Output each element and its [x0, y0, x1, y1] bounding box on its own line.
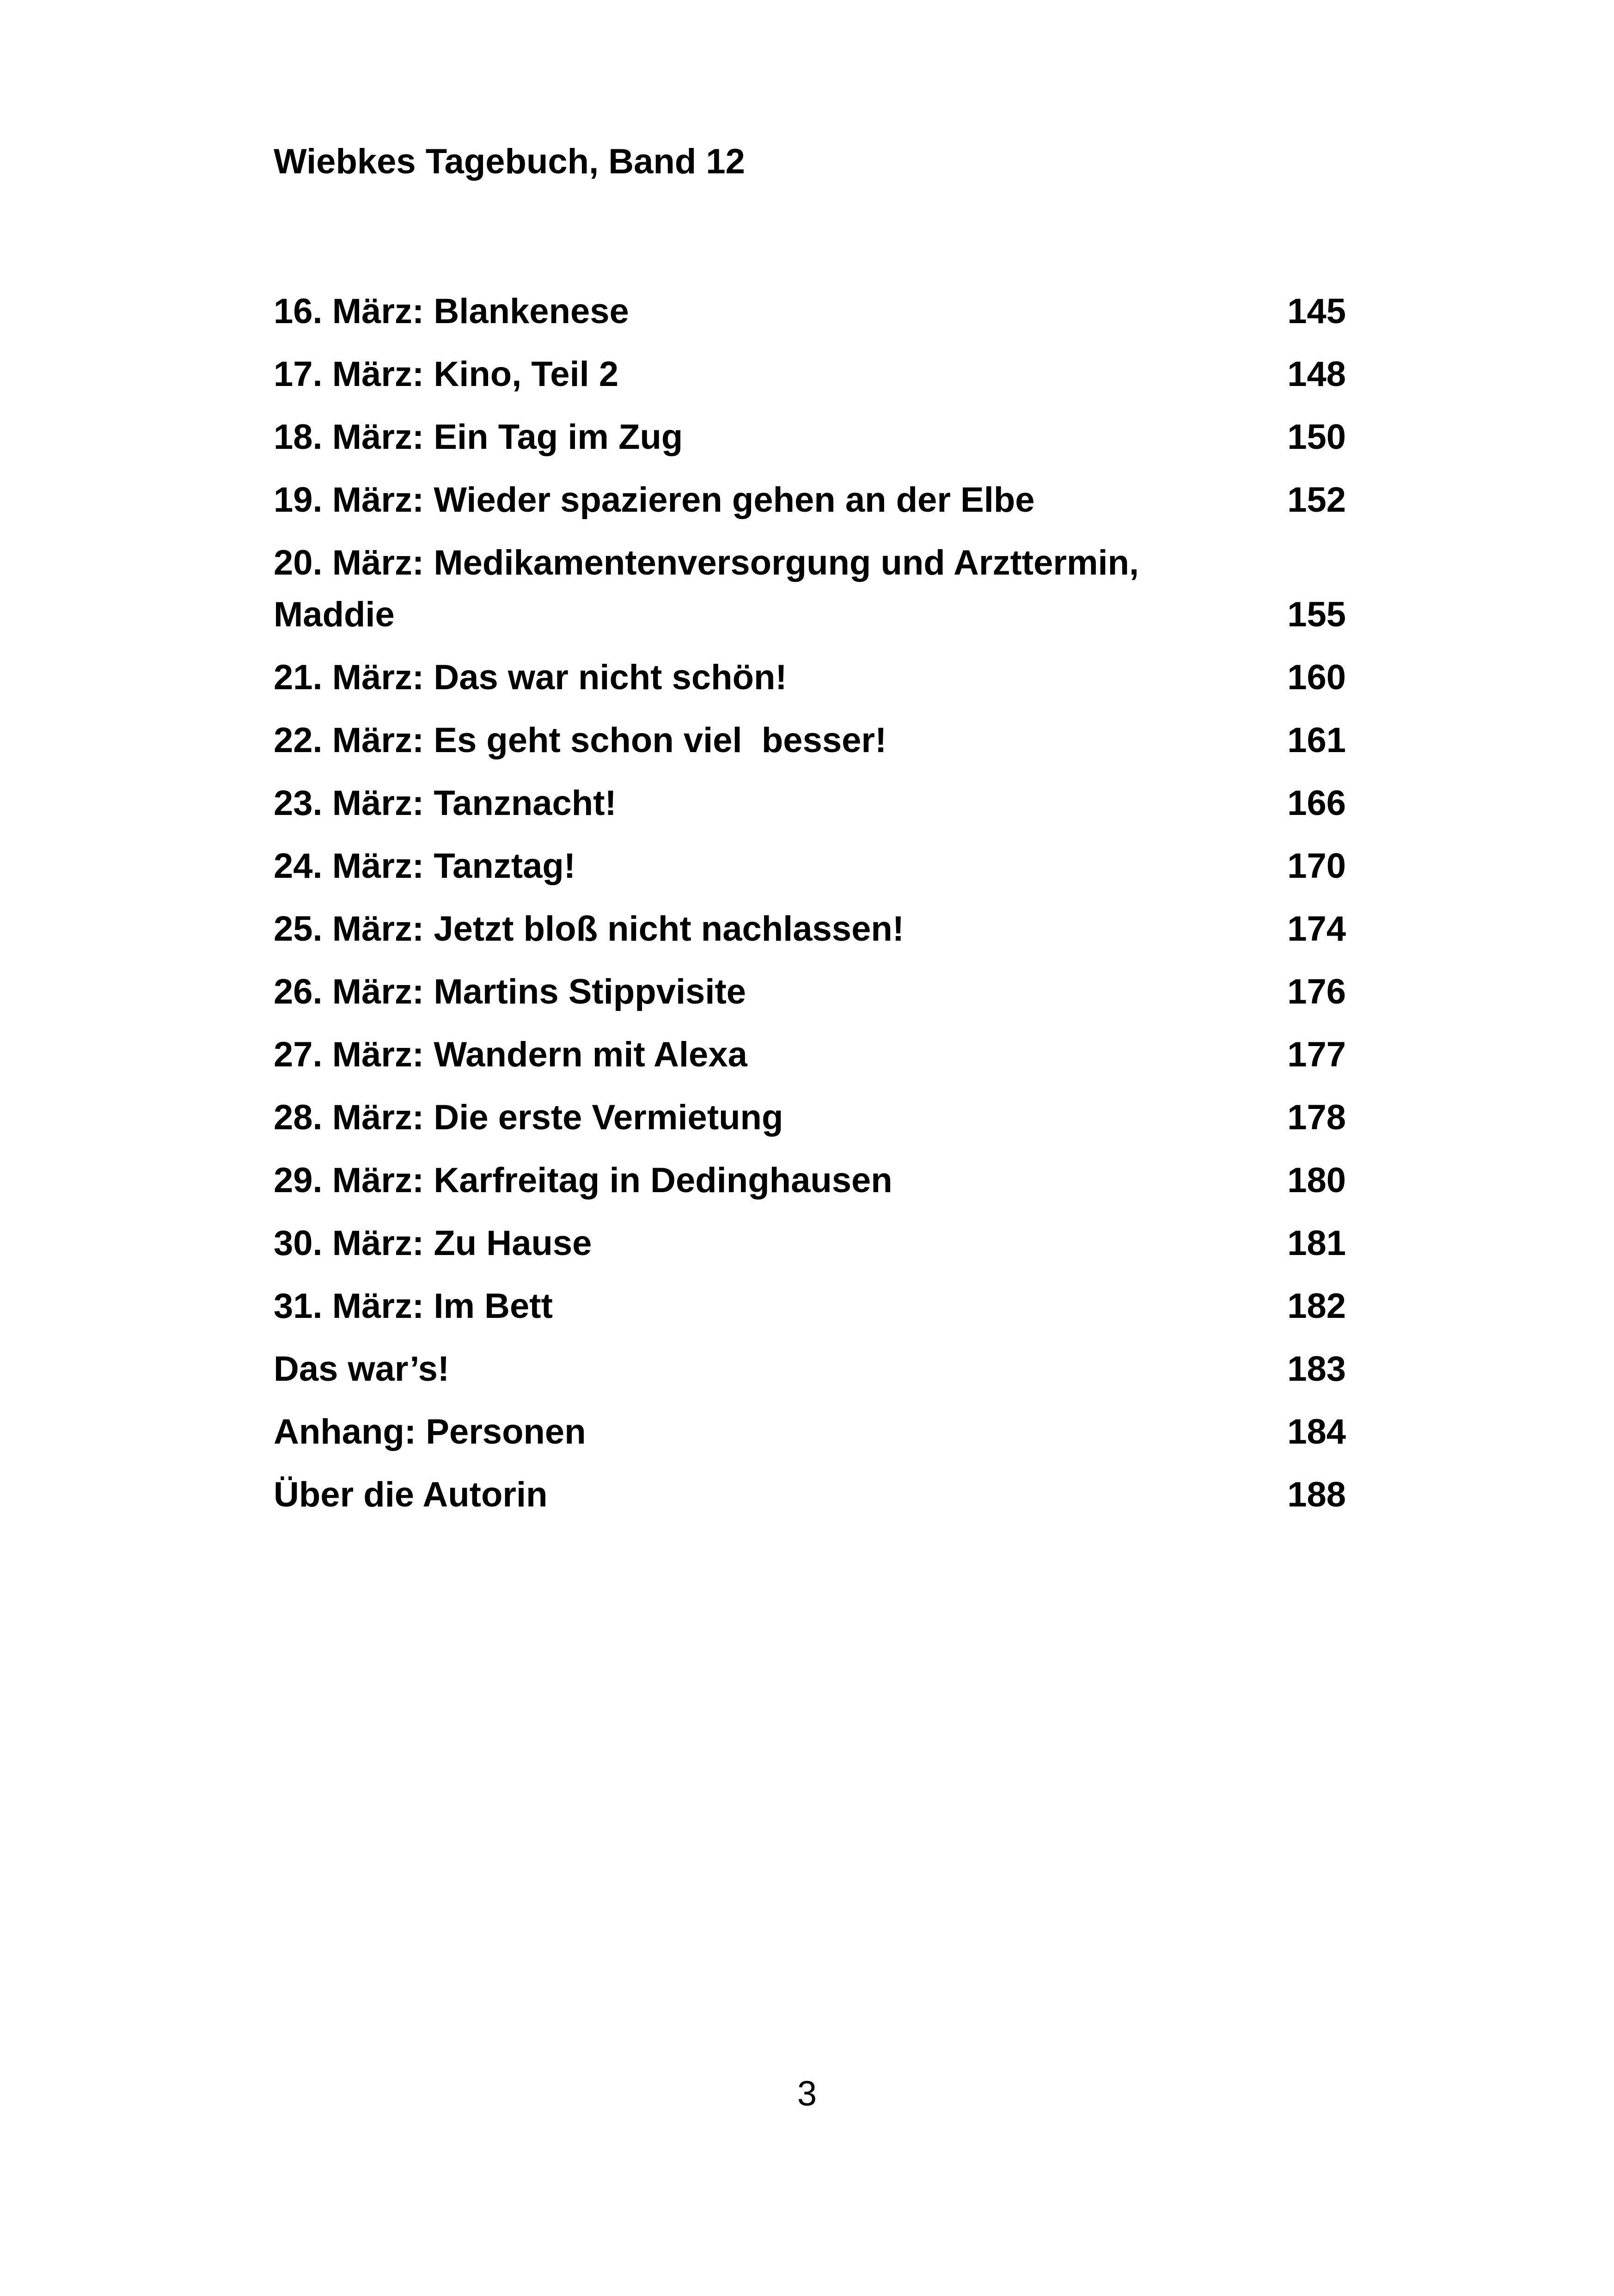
toc-entry-page: 184 — [1287, 1412, 1346, 1451]
toc-entry-page: 150 — [1287, 417, 1346, 457]
toc-entry-page: 148 — [1287, 355, 1346, 394]
toc-entry-title: 26. März: Martins Stippvisite — [274, 972, 746, 1011]
toc-entry-title: Das war’s! — [274, 1349, 450, 1389]
toc-entry-page: 166 — [1287, 784, 1346, 823]
toc-entry — [274, 474, 1346, 526]
toc-entry-title: 17. März: Kino, Teil 2 — [274, 355, 619, 394]
toc-entry-title: 21. März: Das war nicht schön! — [274, 658, 787, 697]
toc-entry — [274, 840, 1346, 892]
toc-entry — [274, 1406, 1346, 1458]
toc-entry — [274, 715, 1346, 766]
toc-entry-page: 177 — [1287, 1035, 1346, 1074]
table-of-contents — [274, 286, 1346, 1532]
toc-entry — [274, 1280, 1346, 1332]
toc-entry — [274, 1029, 1346, 1081]
toc-entry — [274, 1155, 1346, 1206]
toc-entry-page: 188 — [1287, 1475, 1346, 1514]
toc-entry — [274, 778, 1346, 829]
toc-entry-page: 174 — [1287, 909, 1346, 949]
toc-entry — [274, 349, 1346, 400]
toc-entry — [274, 652, 1346, 704]
toc-entry-title: 22. März: Es geht schon viel besser! — [274, 721, 887, 760]
toc-entry-page: 152 — [1287, 480, 1346, 520]
toc-entry — [274, 1343, 1346, 1395]
toc-entry-page: 182 — [1287, 1286, 1346, 1326]
toc-entry-title: 28. März: Die erste Vermietung — [274, 1098, 783, 1137]
toc-entry-title: Anhang: Personen — [274, 1412, 586, 1451]
toc-entry — [274, 537, 1346, 641]
toc-entry-title: 25. März: Jetzt bloß nicht nachlassen! — [274, 909, 905, 949]
toc-entry — [274, 966, 1346, 1018]
toc-entry-title: 27. März: Wandern mit Alexa — [274, 1035, 747, 1074]
toc-entry-title: Über die Autorin — [274, 1475, 548, 1514]
running-header: Wiebkes Tagebuch, Band 12 — [274, 142, 745, 181]
toc-entry — [274, 1469, 1346, 1521]
toc-entry-page: 161 — [1287, 721, 1346, 760]
toc-entry-page: 181 — [1287, 1224, 1346, 1263]
toc-entry-title: 18. März: Ein Tag im Zug — [274, 417, 683, 457]
toc-entry — [274, 286, 1346, 337]
toc-entry-page: 178 — [1287, 1098, 1346, 1137]
toc-entry — [274, 1092, 1346, 1144]
toc-entry-title: 30. März: Zu Hause — [274, 1224, 592, 1263]
toc-entry — [274, 411, 1346, 463]
toc-entry-title: 19. März: Wieder spazieren gehen an der Elbe — [274, 480, 1035, 520]
toc-entry-page: 145 — [1287, 292, 1346, 331]
toc-entry-page: 180 — [1287, 1161, 1346, 1200]
toc-entry-title: 29. März: Karfreitag in Dedinghausen — [274, 1161, 893, 1200]
toc-entry-title: 16. März: Blankenese — [274, 292, 629, 331]
toc-entry-page: 160 — [1287, 658, 1346, 697]
toc-entry-page: 176 — [1287, 972, 1346, 1011]
page-number: 3 — [797, 2074, 817, 2113]
toc-entry-page: 170 — [1287, 846, 1346, 886]
toc-entry — [274, 903, 1346, 955]
toc-entry-title: 23. März: Tanznacht! — [274, 784, 617, 823]
toc-entry-title: 24. März: Tanztag! — [274, 846, 576, 886]
toc-entry-page: 183 — [1287, 1349, 1346, 1389]
toc-entry-title: 31. März: Im Bett — [274, 1286, 553, 1326]
toc-entry-title: 20. März: Medikamentenversorgung und Arzttermin, Maddie — [274, 543, 1149, 634]
toc-entry — [274, 1218, 1346, 1269]
toc-entry-page: 155 — [1287, 595, 1346, 634]
